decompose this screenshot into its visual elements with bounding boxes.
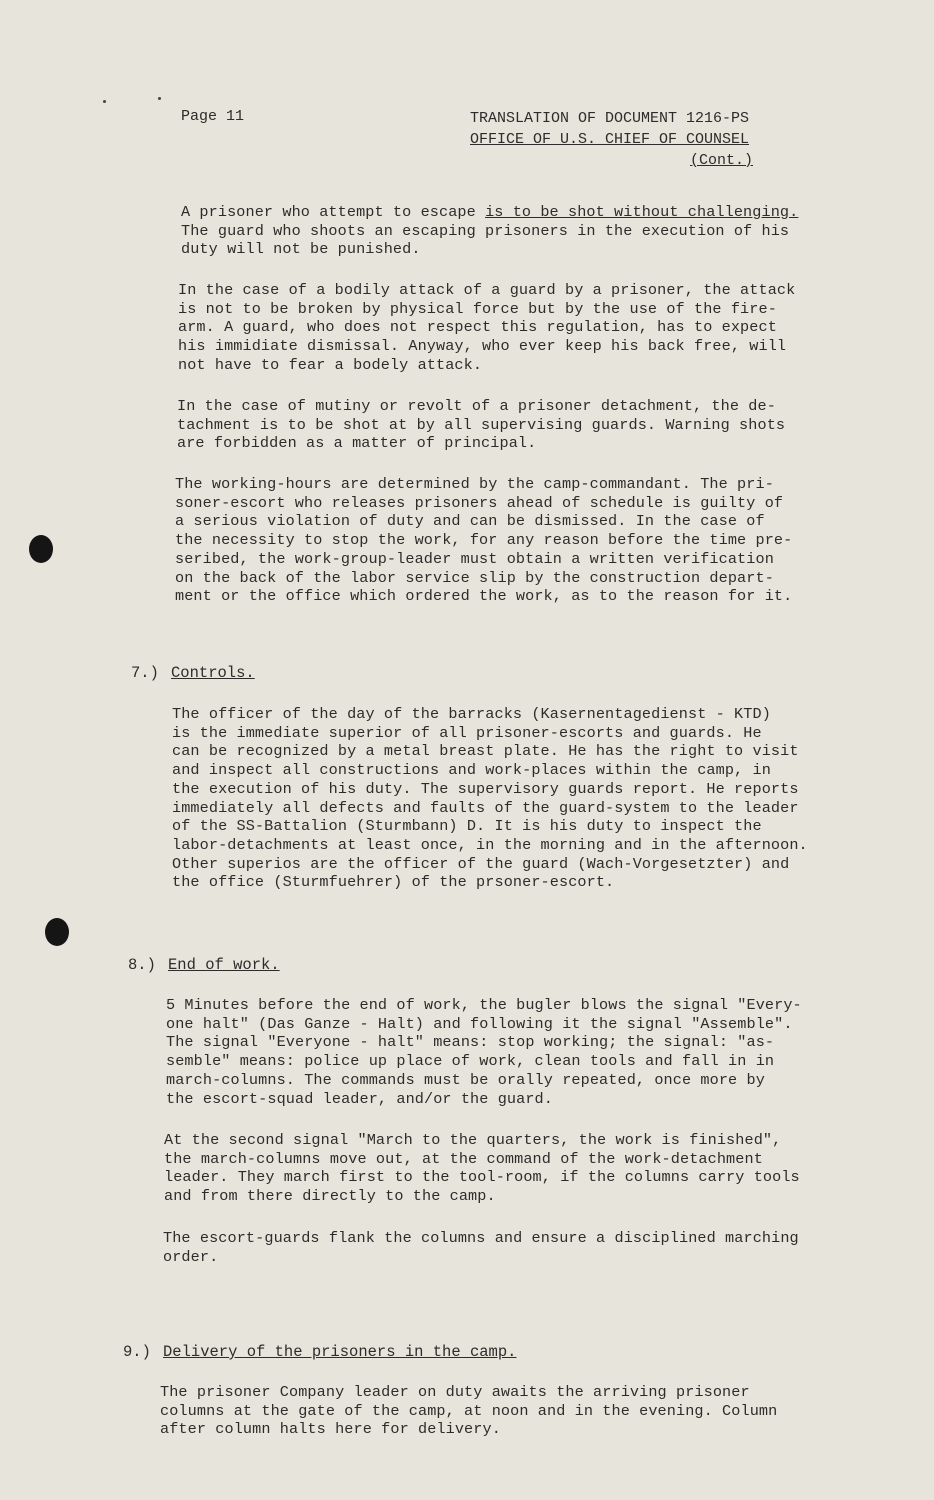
header-office: OFFICE OF U.S. CHIEF OF COUNSEL [470,131,750,148]
paper-speck [103,100,106,103]
section-8-number: 8.) [128,956,156,974]
section-8-heading [128,956,280,974]
section-8-title: End of work. [168,956,280,974]
punch-hole-bottom [45,918,69,946]
paragraph-delivery: The prisoner Company leader on duty awaits the arriving prisoner columns at the gate of the camp, at noon and in the evening. Column after column halts here for delivery. [160,1383,778,1439]
paragraph-escort-guards: The escort-guards flank the columns and ensure a disciplined marching order. [163,1229,799,1266]
paper-speck [158,97,161,100]
header-cont: (Cont.) [690,152,754,169]
punch-hole-top [29,535,53,563]
section-7-title: Controls. [171,664,255,682]
section-7-heading [131,664,255,682]
paragraph-second-signal: At the second signal "March to the quarters, the work is finished", the march-columns move out, at the command of the work-detachment leader. They march first to the tool-room, if the columns carry tools and from there directly to the camp. [164,1131,800,1206]
paragraph-bodily-attack: In the case of a bodily attack of a guard by a prisoner, the attack is not to be broken by physical force but by the use of the fire- arm. A guard, who does not respect this regulation, has to expect his immidiate dismissal. Anyway, who ever keep his back free, will not have to fear a bodely attack. [178,281,796,374]
paragraph-end-of-work: 5 Minutes before the end of work, the bugler blows the signal "Every- one halt" (Das Ganze - Halt) and following it the signal "Assemble". The signal "Everyone - halt" means: stop working; the signal: "as- semble" means: police up place of work, clean tools and fall in in march-columns. The commands must be orally repeated, once more by the escort-squad leader, and/or the guard. [166,996,802,1108]
section-9-heading [123,1343,516,1361]
page-number: Page 11 [181,108,245,125]
header-title: TRANSLATION OF DOCUMENT 1216-PS [470,110,750,127]
paragraph-mutiny: In the case of mutiny or revolt of a prisoner detachment, the de- tachment is to be shot at by all supervising guards. Warning shots are forbidden as a matter of principal. [177,397,786,453]
document-header [470,108,753,171]
escape-underlined-text: is to be shot without challenging. [485,203,799,221]
paragraph-working-hours: The working-hours are determined by the camp-commandant. The pri- soner-escort who releases prisoners ahead of schedule is guilty of a serious violation of duty and can be dismissed. In the case of the necessity to stop the work, for any reason before the time pre- seribed, the work-group-leader must obtain a written verification on the back of the labor service slip by the construction depart- ment or the office which ordered the work, as to the reason for it. [175,475,793,606]
paragraph-escape [181,203,831,259]
escape-text-start: A prisoner who attempt to escape [181,203,486,221]
section-9-title: Delivery of the prisoners in the camp. [163,1343,517,1361]
escape-text-end: The guard who shoots an escaping prisoners in the execution of his duty will not be punished. [181,221,790,259]
section-7-number: 7.) [131,664,159,682]
paragraph-controls: The officer of the day of the barracks (Kasernentagedienst - KTD) is the immediate superior of all prisoner-escorts and guards. He can be recognized by a metal breast plate. He has the right to visit and inspect all constructions and work-places within the camp, in the execution of his duty. The supervisory guards report. He reports immediately all defects and faults of the guard-system to the leader of the SS-Battalion (Sturmbann) D. It is his duty to inspect the labor-detachments at least once, in the morning and in the afternoon. Other superios are the officer of the guard (Wach-Vorgesetzter) and the office (Sturmfuehrer) of the prsoner-escort. [172,705,808,892]
section-9-number: 9.) [123,1343,151,1361]
